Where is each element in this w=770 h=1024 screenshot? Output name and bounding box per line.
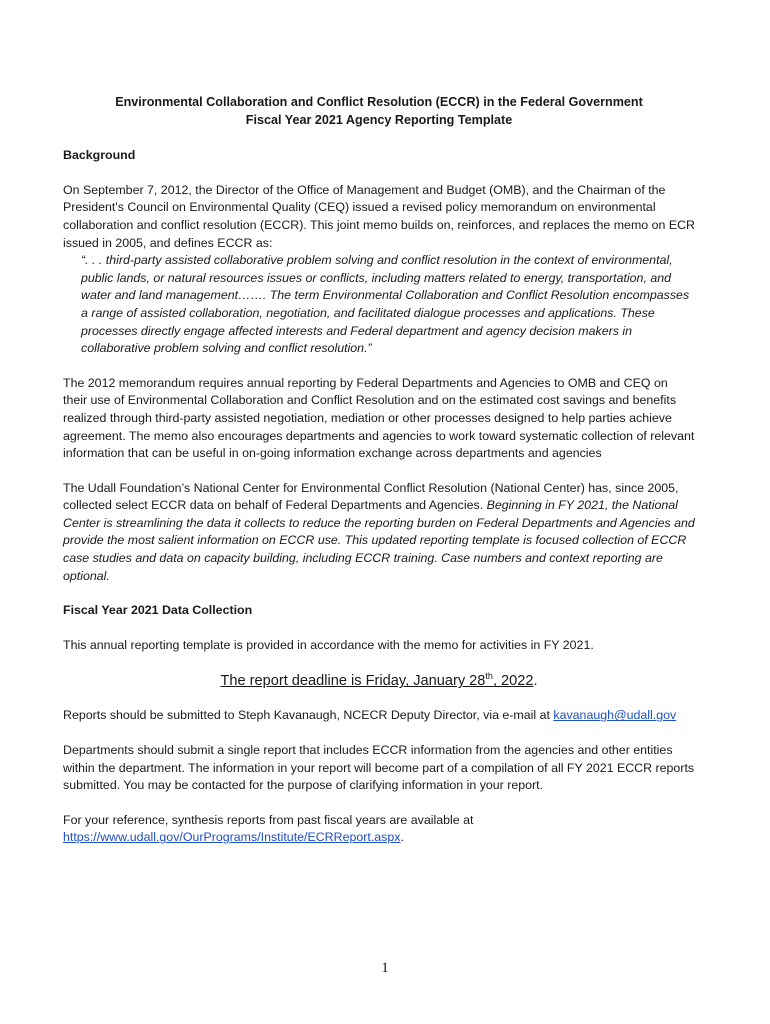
reference-paragraph xyxy=(63,812,695,847)
departments-paragraph: Departments should submit a single report that includes ECCR information from the agencies and other entities within the department. The information in your report will become part of a compilation of all FY 2021 ECCR reports submitted. You may be contacted for the purpose of clarifying information in your report. xyxy=(63,743,695,793)
background-paragraph-3 xyxy=(63,480,695,586)
background-heading: Background xyxy=(63,148,136,163)
eccr-definition-quote: “. . . third-party assisted collaborative problem solving and conflict resolution in the context of environmental, public lands, or natural resources issues or conflicts, including matters related to energy, transportation, and water and land management……. The term Environmental Collaboration and Conflict Resolution encompasses a range of assisted collaboration, negotiation, and facilitated dialogue processes and applications. These processes directly engage affected interests and Federal department and agency decision makers in collaborative problem solving and conflict resolution.” xyxy=(81,253,690,356)
document-page xyxy=(63,94,695,864)
deadline-text-main: The report deadline is Friday, January 28 xyxy=(220,673,486,690)
data-collection-heading: Fiscal Year 2021 Data Collection xyxy=(63,603,253,618)
ecr-report-link[interactable]: https://www.udall.gov/OurPrograms/Institute/ECRReport.aspx xyxy=(63,830,401,845)
submission-paragraph xyxy=(63,707,695,725)
data-collection-intro: This annual reporting template is provided in accordance with the memo for activities in FY 2021. xyxy=(63,637,594,652)
email-link[interactable]: kavanaugh@udall.gov xyxy=(553,708,677,723)
deadline-superscript: th xyxy=(485,671,493,682)
reference-text: For your reference, synthesis reports from past fiscal years are available at xyxy=(63,812,474,827)
report-deadline xyxy=(63,671,695,691)
document-title xyxy=(63,94,695,129)
deadline-year: , 2022 xyxy=(492,673,534,690)
title-line-2: Fiscal Year 2021 Agency Reporting Template xyxy=(245,112,513,127)
reference-period: . xyxy=(400,830,404,845)
background-paragraph-1: On September 7, 2012, the Director of the Office of Management and Budget (OMB), and the Chairman of the President's Council on Environmental Quality (CEQ) issued a revised policy memorandum on environmental collaboration and conflict resolution (ECCR). This joint memo builds on, reinforces, and replaces the memo on ECR issued in 2005, and defines ECCR as: xyxy=(63,182,695,250)
page-number: 1 xyxy=(381,960,389,976)
paragraph-3-plain: The Udall Foundation’s National Center for Environmental Conflict Resolution (National Center) has, since 2005, collected select ECCR data on behalf of Federal Departments and Agencies. xyxy=(63,480,679,513)
submission-text: Reports should be submitted to Steph Kavanaugh, NCECR Deputy Director, via e-mail at xyxy=(63,708,554,723)
paragraph-3-italic: Beginning in FY 2021, the National Center is streamlining the data it collects to reduce the reporting burden on Federal Departments and Agencies and provide the most salient information on ECCR use. This updated reporting template is focused collection of ECCR case studies and data on capacity building, including ECCR training. Case numbers and context reporting are optional. xyxy=(63,498,695,583)
background-paragraph-2: The 2012 memorandum requires annual reporting by Federal Departments and Agencies to OMB and CEQ on their use of Environmental Collaboration and Conflict Resolution and on the estimated cost savings and benefits realized through third-party assisted negotiation, mediation or other processes designed to help parties achieve agreement. The memo also encourages departments and agencies to work toward systematic collection of relevant information that can be useful in on-going information exchange across departments and agencies xyxy=(63,375,695,461)
deadline-text xyxy=(220,673,533,689)
title-line-1: Environmental Collaboration and Conflict Resolution (ECCR) in the Federal Government xyxy=(115,95,643,109)
deadline-period: . xyxy=(533,673,538,690)
